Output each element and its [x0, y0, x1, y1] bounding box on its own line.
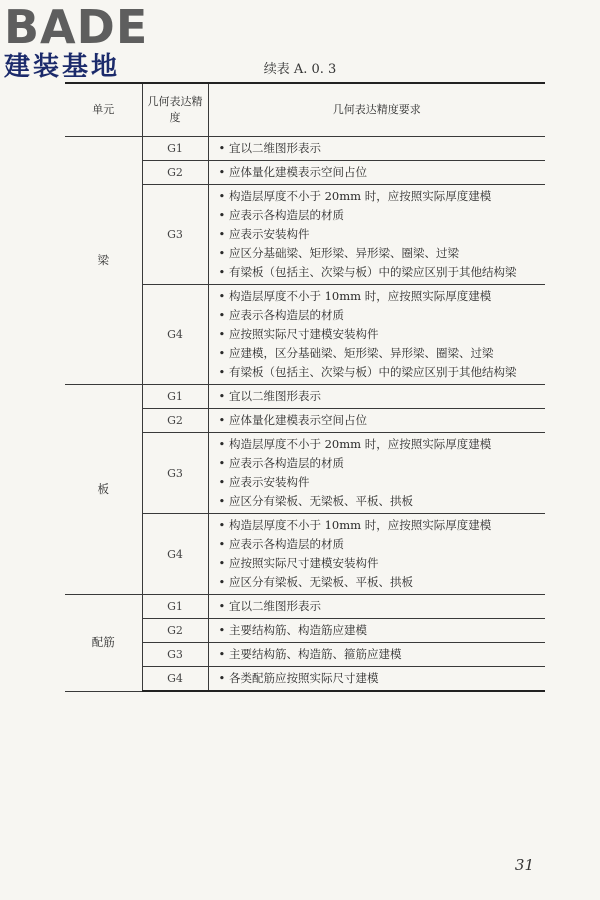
requirement-item: • 有梁板（包括主、次梁与板）中的梁应区别于其他结构梁	[219, 363, 538, 382]
requirement-item: • 构造层厚度不小于 10mm 时，应按照实际厚度建模	[219, 516, 538, 535]
requirement-item: • 应表示各构造层的材质	[219, 306, 538, 325]
requirements-cell	[208, 185, 545, 285]
header-unit: 单元	[65, 83, 142, 137]
level-cell: G4	[142, 514, 208, 595]
level-cell: G3	[142, 433, 208, 514]
requirement-item: • 构造层厚度不小于 20mm 时，应按照实际厚度建模	[219, 435, 538, 454]
level-cell: G1	[142, 137, 208, 161]
table-body	[65, 137, 545, 692]
requirements-list	[219, 387, 538, 406]
table-row	[65, 137, 545, 161]
requirements-cell	[208, 409, 545, 433]
requirement-item: • 应体量化建模表示空间占位	[219, 411, 538, 430]
requirements-list	[219, 435, 538, 511]
requirement-item: • 宜以二维图形表示	[219, 597, 538, 616]
requirement-item: • 应建模，区分基础梁、矩形梁、异形梁、圈梁、过梁	[219, 344, 538, 363]
requirements-cell	[208, 433, 545, 514]
unit-cell: 配筋	[65, 595, 142, 692]
unit-cell: 梁	[65, 137, 142, 385]
header-level: 几何表达精度	[142, 83, 208, 137]
requirement-item: • 应表示安装构件	[219, 473, 538, 492]
geometric-precision-table	[65, 82, 545, 692]
requirements-list	[219, 287, 538, 382]
requirements-cell	[208, 137, 545, 161]
requirements-list	[219, 597, 538, 616]
table-header-row	[65, 83, 545, 137]
requirements-list	[219, 669, 538, 688]
requirement-item: • 构造层厚度不小于 10mm 时，应按照实际厚度建模	[219, 287, 538, 306]
requirements-cell	[208, 595, 545, 619]
table-row	[65, 595, 545, 619]
requirements-cell	[208, 619, 545, 643]
level-cell: G3	[142, 643, 208, 667]
requirements-list	[219, 139, 538, 158]
requirement-item: • 应按照实际尺寸建模安装构件	[219, 554, 538, 573]
requirements-list	[219, 645, 538, 664]
requirements-cell	[208, 643, 545, 667]
requirement-item: • 应表示各构造层的材质	[219, 454, 538, 473]
requirements-cell	[208, 514, 545, 595]
page-number: 31	[514, 856, 534, 874]
requirement-item: • 应表示各构造层的材质	[219, 535, 538, 554]
level-cell: G2	[142, 409, 208, 433]
requirement-item: • 应区分基础梁、矩形梁、异形梁、圈梁、过梁	[219, 244, 538, 263]
requirement-item: • 应区分有梁板、无梁板、平板、拱板	[219, 492, 538, 511]
requirement-item: • 应按照实际尺寸建模安装构件	[219, 325, 538, 344]
table-row	[65, 385, 545, 409]
requirements-list	[219, 516, 538, 592]
level-cell: G1	[142, 385, 208, 409]
level-cell: G4	[142, 285, 208, 385]
table-caption: 续表 A. 0. 3	[263, 62, 337, 77]
requirement-item: • 有梁板（包括主、次梁与板）中的梁应区别于其他结构梁	[219, 263, 538, 282]
unit-cell: 板	[65, 385, 142, 595]
requirements-list	[219, 163, 538, 182]
requirements-list	[219, 621, 538, 640]
level-cell: G1	[142, 595, 208, 619]
level-cell: G2	[142, 619, 208, 643]
requirement-item: • 应区分有梁板、无梁板、平板、拱板	[219, 573, 538, 592]
requirement-item: • 宜以二维图形表示	[219, 387, 538, 406]
requirements-list	[219, 411, 538, 430]
header-requirements: 几何表达精度要求	[208, 83, 545, 137]
level-cell: G4	[142, 667, 208, 692]
requirement-item: • 宜以二维图形表示	[219, 139, 538, 158]
requirement-item: • 主要结构筋、构造筋、箍筋应建模	[219, 645, 538, 664]
requirement-item: • 应表示安装构件	[219, 225, 538, 244]
requirements-cell	[208, 161, 545, 185]
requirements-cell	[208, 385, 545, 409]
requirement-item: • 主要结构筋、构造筋应建模	[219, 621, 538, 640]
requirements-list	[219, 187, 538, 282]
requirements-cell	[208, 285, 545, 385]
requirements-cell	[208, 667, 545, 692]
requirement-item: • 应表示各构造层的材质	[219, 206, 538, 225]
requirement-item: • 应体量化建模表示空间占位	[219, 163, 538, 182]
requirement-item: • 各类配筋应按照实际尺寸建模	[219, 669, 538, 688]
logo-wordmark: BADE	[4, 0, 149, 54]
logo-subtitle: 建装基地	[4, 52, 121, 82]
level-cell: G2	[142, 161, 208, 185]
requirement-item: • 构造层厚度不小于 20mm 时，应按照实际厚度建模	[219, 187, 538, 206]
level-cell: G3	[142, 185, 208, 285]
